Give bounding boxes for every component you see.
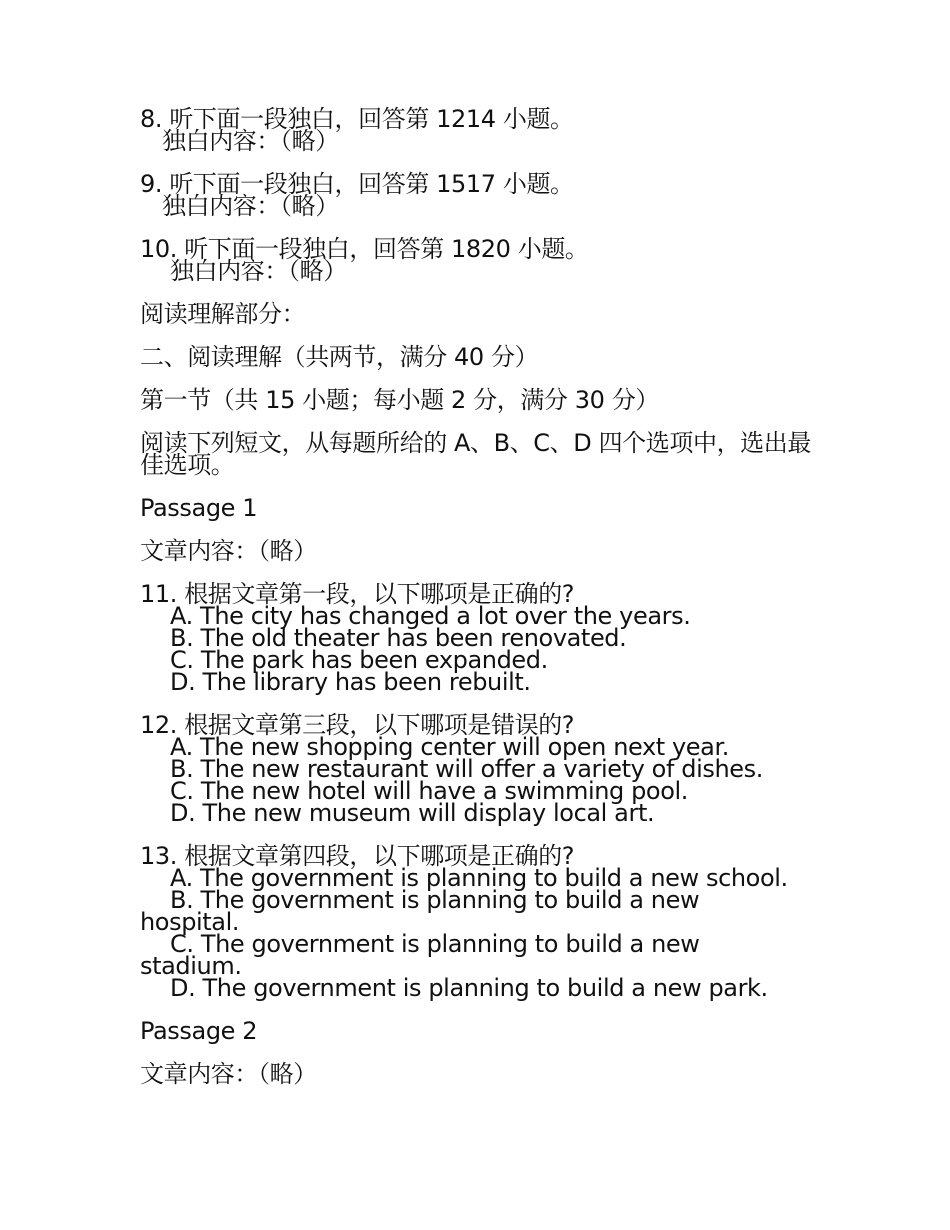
document-page (140, 105, 820, 1088)
option-a: A. The government is planning to build a new school. (170, 864, 788, 892)
reading-instruction: 阅读下列短文，从每题所给的 A、B、C、D 四个选项中，选出最佳选项。 (140, 429, 811, 479)
reading-header: 阅读理解部分： (140, 300, 306, 328)
passage-1-content: 文章内容：（略） (140, 537, 317, 565)
listening-item-10 (140, 235, 820, 285)
listening-item-9 (140, 170, 820, 220)
section-title: 二、阅读理解（共两节，满分 40 分） (140, 343, 539, 371)
passage-2-content: 文章内容：（略） (140, 1060, 317, 1088)
option-c: C. The new hotel will have a swimming pool. (170, 777, 688, 805)
question-stem: 11. 根据文章第一段，以下哪项是正确的? (140, 580, 575, 608)
option-c: C. The government is planning to build a new stadium. (140, 930, 700, 980)
question-stem: 12. 根据文章第三段，以下哪项是错误的? (140, 711, 575, 739)
option-b: B. The old theater has been renovated. (170, 624, 627, 652)
listening-title: 9. 听下面一段独白，回答第 1517 小题。 (140, 170, 574, 198)
option-d: D. The library has been rebuilt. (170, 668, 531, 696)
option-b: B. The new restaurant will offer a variety of dishes. (170, 755, 763, 783)
question-stem: 13. 根据文章第四段，以下哪项是正确的? (140, 842, 575, 870)
listening-content: 独白内容：（略） (162, 192, 339, 220)
listening-content: 独白内容：（略） (170, 257, 347, 285)
option-c: C. The park has been expanded. (170, 646, 548, 674)
question-12 (140, 711, 820, 827)
passage-1-title: Passage 1 (140, 494, 258, 522)
listening-title: 10. 听下面一段独白，回答第 1820 小题。 (140, 235, 589, 263)
option-a: A. The new shopping center will open next year. (170, 733, 729, 761)
listening-item-8 (140, 105, 820, 155)
option-a: A. The city has changed a lot over the years. (170, 602, 691, 630)
part-title: 第一节（共 15 小题；每小题 2 分，满分 30 分） (140, 386, 659, 414)
question-11 (140, 580, 820, 696)
listening-content: 独白内容：（略） (162, 127, 339, 155)
listening-title: 8. 听下面一段独白，回答第 1214 小题。 (140, 105, 574, 133)
option-b: B. The government is planning to build a new hospital. (140, 886, 700, 936)
option-d: D. The government is planning to build a new park. (170, 974, 768, 1002)
passage-2-title: Passage 2 (140, 1017, 258, 1045)
question-13 (140, 842, 820, 1002)
option-d: D. The new museum will display local art. (170, 799, 655, 827)
